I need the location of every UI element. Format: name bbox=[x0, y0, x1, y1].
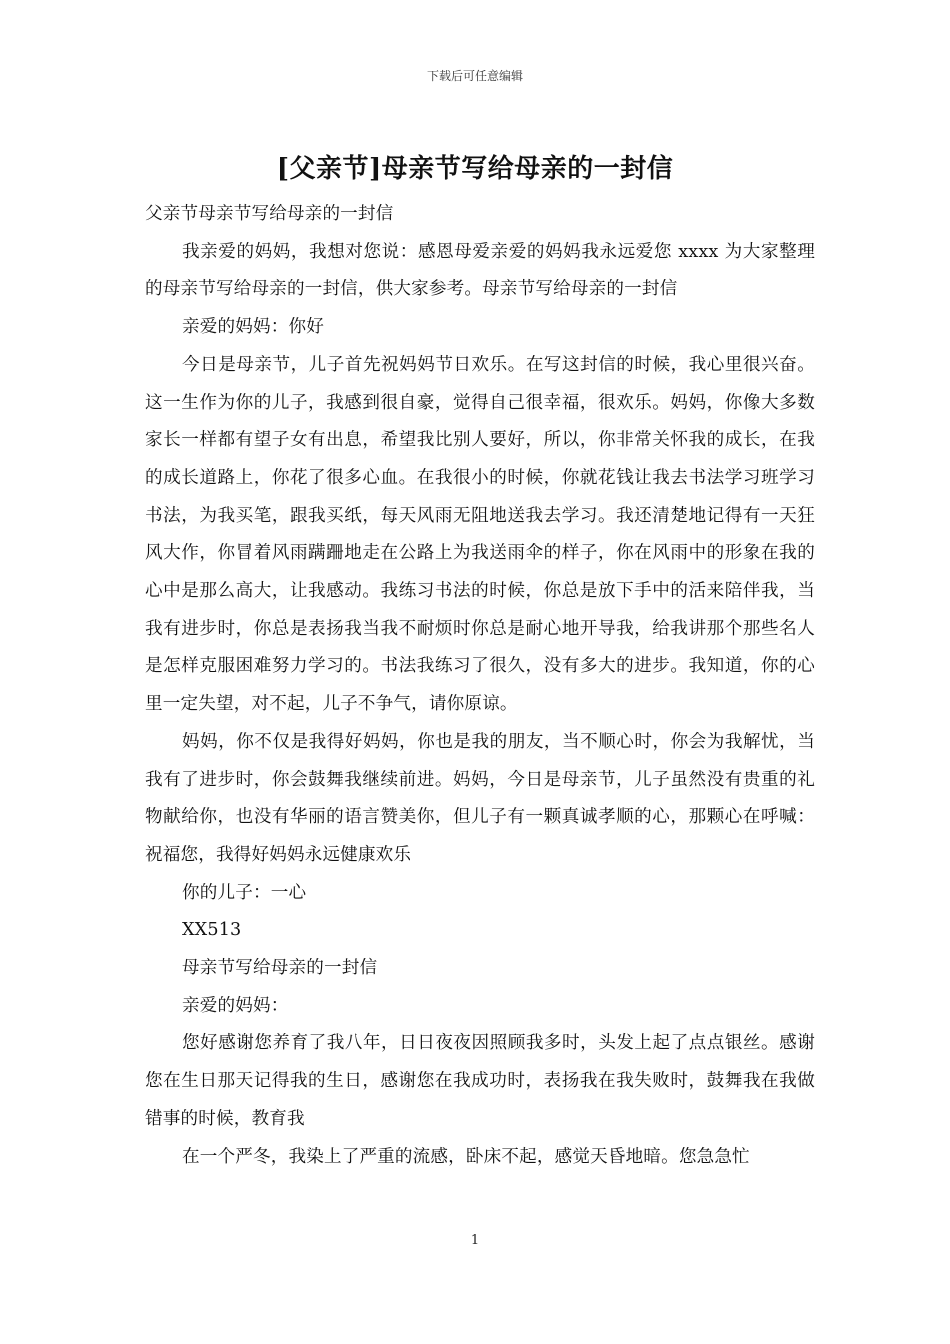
page-number: 1 bbox=[470, 1233, 480, 1248]
body-paragraph: 你的儿子：一心 bbox=[182, 882, 307, 903]
header-note: 下载后可任意编辑 bbox=[426, 69, 523, 83]
body-paragraph: 今日是母亲节，儿子首先祝妈妈节日欢乐。在写这封信的时候，我心里很兴奋。这一生作为你的儿子，我感到很自豪，觉得自己很幸福，很欢乐。妈妈，你像大多数家长一样都有望子女有出息，希望我比别人要好，所以，你非常关怀我的成长，在我的成长道路上，你花了很多心血。在我很小的时候，你就花钱让我去书法学习班学习书法，为我买笔，跟我买纸，每天风雨无阻地送我去学习。我还清楚地记得有一天狂风大作，你冒着风雨蹒跚地走在公路上为我送雨伞的样子，你在风雨中的形象在我的心中是那么高大，让我感动。我练习书法的时候，你总是放下手中的活来陪伴我，当我有进步时，你总是表扬我当我不耐烦时你总是耐心地开导我，给我讲那个那些名人是怎样克服困难努力学习的。书法我练习了很久，没有多大的进步。我知道，你的心里一定失望，对不起，儿子不争气，请你原谅。 bbox=[145, 354, 815, 715]
body-paragraph: 亲爱的妈妈：你好 bbox=[182, 317, 324, 338]
body-paragraph: 母亲节写给母亲的一封信 bbox=[182, 958, 378, 979]
body-paragraph: 我亲爱的妈妈，我想对您说：感恩母爱亲爱的妈妈我永远爱您 xxxx 为大家整理的母亲节写给母亲的一封信，供大家参考。母亲节写给母亲的一封信 bbox=[145, 241, 815, 300]
document-body bbox=[145, 196, 815, 1176]
body-paragraph: XX513 bbox=[182, 920, 242, 941]
body-paragraph: 父亲节母亲节写给母亲的一封信 bbox=[145, 204, 394, 224]
body-paragraph: 您好感谢您养育了我八年，日日夜夜因照顾我多时，头发上起了点点银丝。感谢您在生日那天记得我的生日，感谢您在我成功时，表扬我在我失败时，鼓舞我在我做错事的时候，教育我 bbox=[145, 1033, 815, 1129]
body-paragraph: 在一个严冬，我染上了严重的流感，卧床不起，感觉天昏地暗。您急急忙 bbox=[182, 1146, 750, 1167]
document-title: [父亲节]母亲节写给母亲的一封信 bbox=[276, 154, 674, 184]
body-paragraph: 亲爱的妈妈： bbox=[182, 995, 289, 1016]
body-paragraph: 妈妈，你不仅是我得好妈妈，你也是我的朋友，当不顺心时，你会为我解忧，当我有了进步时，你会鼓舞我继续前进。妈妈，今日是母亲节，儿子虽然没有贵重的礼物献给你，也没有华丽的语言赞美你，但儿子有一颗真诚孝顺的心，那颗心在呼喊：祝福您，我得好妈妈永远健康欢乐 bbox=[145, 731, 815, 865]
